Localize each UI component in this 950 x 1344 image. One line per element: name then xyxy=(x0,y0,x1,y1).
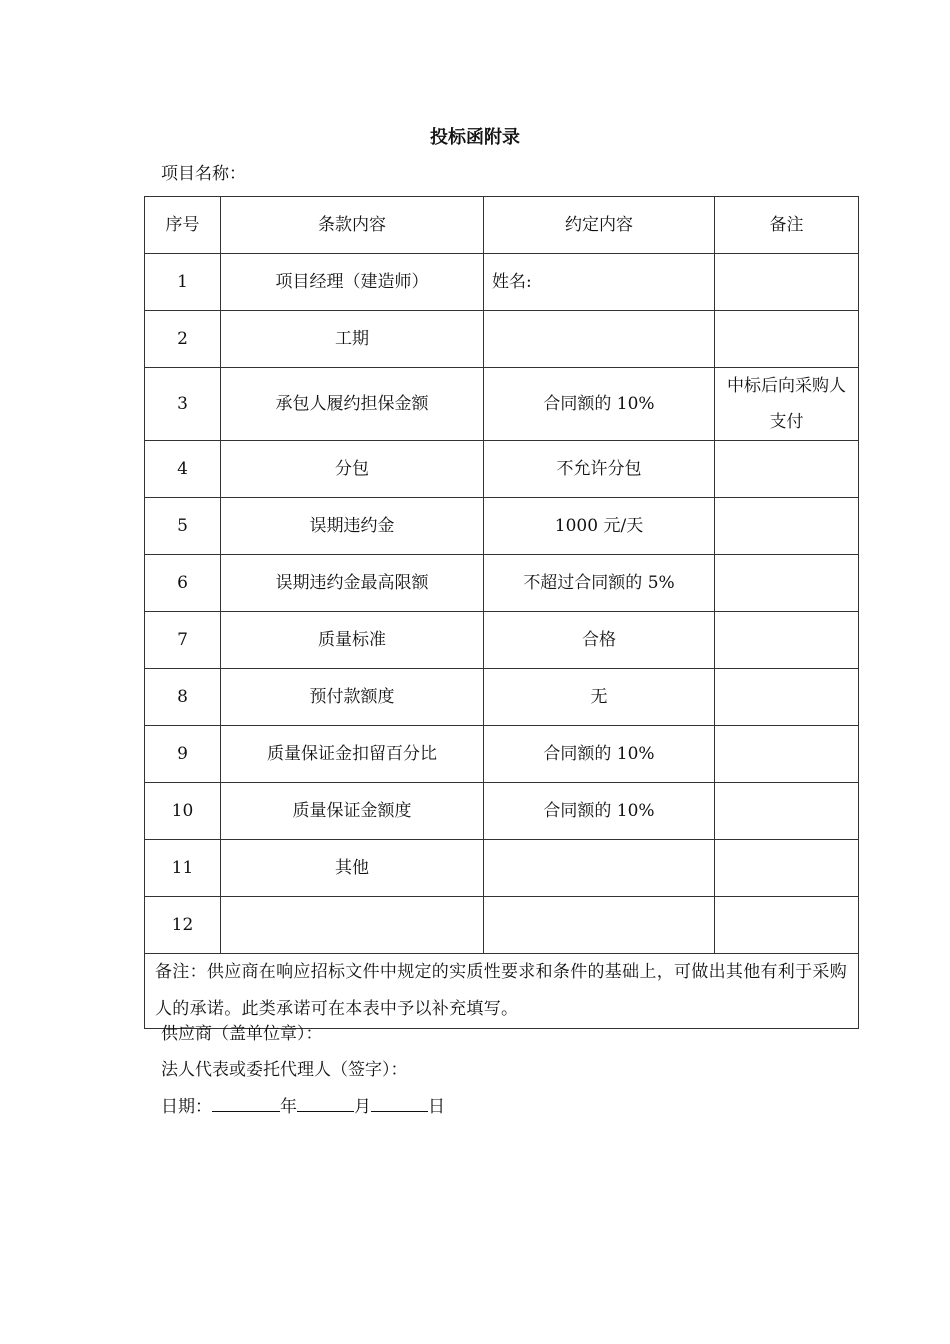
date-line xyxy=(161,1093,445,1121)
table-row xyxy=(145,783,859,840)
day-label: 日 xyxy=(428,1097,445,1117)
header-remark: 备注 xyxy=(715,197,859,254)
cell-agreed: 姓名: xyxy=(484,254,715,311)
cell-agreed: 不允许分包 xyxy=(484,441,715,498)
cell-agreed xyxy=(484,311,715,368)
cell-item: 承包人履约担保金额 xyxy=(221,368,484,441)
cell-no: 6 xyxy=(145,555,221,612)
day-blank[interactable] xyxy=(371,1093,428,1112)
cell-item: 分包 xyxy=(221,441,484,498)
header-agreed: 约定内容 xyxy=(484,197,715,254)
cell-no: 7 xyxy=(145,612,221,669)
table-row xyxy=(145,669,859,726)
document-title: 投标函附录 xyxy=(430,127,520,148)
table-row xyxy=(145,368,859,441)
table-row xyxy=(145,441,859,498)
table-header-row xyxy=(145,197,859,254)
table-row xyxy=(145,498,859,555)
cell-remark xyxy=(715,897,859,954)
cell-agreed: 无 xyxy=(484,669,715,726)
cell-no: 11 xyxy=(145,840,221,897)
table-row xyxy=(145,254,859,311)
cell-agreed: 合同额的 10% xyxy=(484,368,715,441)
cell-no: 12 xyxy=(145,897,221,954)
cell-item: 预付款额度 xyxy=(221,669,484,726)
cell-remark xyxy=(715,254,859,311)
cell-item: 质量保证金扣留百分比 xyxy=(221,726,484,783)
project-name-label: 项目名称： xyxy=(161,164,246,184)
cell-agreed: 1000 元/天 xyxy=(484,498,715,555)
table-footer-row xyxy=(145,954,859,1029)
cell-no: 9 xyxy=(145,726,221,783)
cell-no: 8 xyxy=(145,669,221,726)
cell-item: 工期 xyxy=(221,311,484,368)
cell-no: 10 xyxy=(145,783,221,840)
cell-remark xyxy=(715,498,859,555)
supplier-seal-label: 供应商（盖单位章）： xyxy=(161,1024,323,1044)
cell-remark xyxy=(715,669,859,726)
cell-agreed: 合同额的 10% xyxy=(484,726,715,783)
table-row xyxy=(145,840,859,897)
table-row xyxy=(145,726,859,783)
cell-remark: 中标后向采购人支付 xyxy=(715,368,859,441)
cell-item xyxy=(221,897,484,954)
table-row xyxy=(145,311,859,368)
table-row xyxy=(145,612,859,669)
cell-remark xyxy=(715,726,859,783)
footer-note: 备注：供应商在响应招标文件中规定的实质性要求和条件的基础上，可做出其他有利于采购人的承诺。此类承诺可在本表中予以补充填写。 xyxy=(145,954,859,1029)
appendix-table xyxy=(144,196,859,1029)
cell-no: 3 xyxy=(145,368,221,441)
year-label: 年 xyxy=(280,1097,297,1117)
table-row xyxy=(145,555,859,612)
cell-item: 质量保证金额度 xyxy=(221,783,484,840)
date-label: 日期： xyxy=(161,1097,212,1117)
cell-remark xyxy=(715,840,859,897)
cell-no: 4 xyxy=(145,441,221,498)
month-blank[interactable] xyxy=(297,1093,354,1112)
legal-rep-signature-label: 法人代表或委托代理人（签字）： xyxy=(161,1060,408,1080)
cell-remark xyxy=(715,441,859,498)
cell-agreed: 合同额的 10% xyxy=(484,783,715,840)
cell-no: 2 xyxy=(145,311,221,368)
cell-agreed xyxy=(484,897,715,954)
cell-item: 误期违约金 xyxy=(221,498,484,555)
cell-agreed: 合格 xyxy=(484,612,715,669)
cell-remark xyxy=(715,555,859,612)
table-row xyxy=(145,897,859,954)
cell-remark xyxy=(715,612,859,669)
cell-remark xyxy=(715,783,859,840)
header-no: 序号 xyxy=(145,197,221,254)
cell-item: 误期违约金最高限额 xyxy=(221,555,484,612)
cell-agreed xyxy=(484,840,715,897)
year-blank[interactable] xyxy=(212,1093,280,1112)
cell-item: 其他 xyxy=(221,840,484,897)
cell-no: 1 xyxy=(145,254,221,311)
cell-item: 质量标准 xyxy=(221,612,484,669)
header-item: 条款内容 xyxy=(221,197,484,254)
cell-agreed: 不超过合同额的 5% xyxy=(484,555,715,612)
cell-item: 项目经理（建造师） xyxy=(221,254,484,311)
cell-remark xyxy=(715,311,859,368)
month-label: 月 xyxy=(354,1097,371,1117)
cell-no: 5 xyxy=(145,498,221,555)
